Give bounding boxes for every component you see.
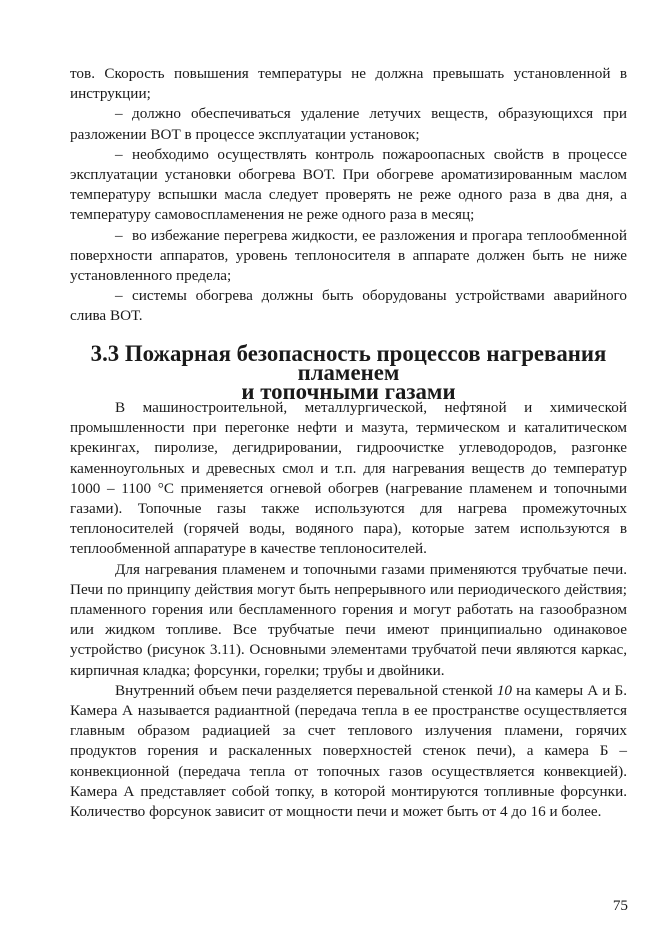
list-item-text: тов. Скорость повышения температуры не должна превышать установленной в инструкции;: [70, 65, 627, 103]
list-item-text: должно обеспечиваться удаление летучих веществ, образующихся при разложении ВОТ в процессе эксплуатации установок;: [70, 105, 627, 143]
list-item-text: системы обогрева должны быть оборудованы устройствами аварийного слива ВОТ.: [70, 287, 627, 325]
list-item: [70, 145, 627, 226]
list-dash: –: [115, 226, 123, 244]
list-item-text: необходимо осуществлять контроль пожароопасных свойств в процессе эксплуатации установки обогрева ВОТ. При обогреве ароматизированным маслом температуру вспышки масла следует проверять не реже одного раза в два дня, а температуру самовоспламенения не реже одного раза в месяц;: [70, 145, 627, 224]
list-item: [70, 226, 627, 287]
figure-ref-number: 10: [496, 681, 513, 699]
paragraph-1: В машиностроительной, металлургической, нефтяной и химической промышленности при перегонке нефти и мазута, термическом и каталитическом крекингах, пиролизе, дегидрировании, гидроочистке углеводородов, разгонке каменноугольных и древесных смол и т.п. для нагревания веществ до температур 1000 – 1100 °С применяется огневой обогрев (нагревание пламенем и топочными газами). Топочные газы также используются для нагрева промежуточных теплоносителей (горячей воды, водяного пара), которые затем используются в теплообменной аппаратуре в качестве теплоносителей.: [70, 399, 627, 558]
list-dash: –: [115, 105, 123, 123]
section-heading-line1: 3.3 Пожарная безопасность процессов нагревания пламенем: [90, 341, 607, 385]
paragraph-2: Для нагревания пламенем и топочными газами применяются трубчатые печи. Печи по принципу действия могут быть непрерывного или периодического действия; пламенного горения или беспламенного горения и могут работать на газообразном или жидком топливе. Все трубчатые печи имеют принципиально одинаковое устройство (рисунок 3.11). Основными элементами трубчатой печи являются каркас, кирпичная кладка; форсунки, горелки; трубы и двойники.: [70, 560, 627, 679]
section-heading-line2: и топочными газами: [241, 379, 456, 404]
list-dash: –: [115, 287, 123, 305]
page-number: 75: [612, 897, 628, 914]
requirements-list: [70, 64, 627, 327]
list-item: [70, 104, 627, 144]
list-item-text: во избежание перегрева жидкости, ее разложения и прогара теплообменной поверхности аппаратов, уровень теплоносителя в аппарате должен быть не ниже установленного предела;: [70, 226, 627, 285]
paragraph-3-text: Внутренний объем печи разделяется перевальной стенкой: [115, 681, 497, 699]
list-item: [70, 286, 627, 326]
paragraph-3: [70, 681, 627, 822]
section-body: [70, 398, 627, 822]
section-heading: [70, 341, 627, 404]
paragraph-3-text: на камеры А и Б. Камера А называется радиантной (передача тепла в ее пространстве осуществляется главным образом радиацией за счет теплового излучения пламени, горячих продуктов горения и раскаленных поверхностей стенок печи), а камера Б – конвекционной (передача тепла от топочных газов осуществляется конвекцией). Камера А представляет собой топку, в которой монтируются топливные форсунки. Количество форсунок зависит от мощности печи и может быть от 4 до 16 и более.: [70, 681, 627, 821]
list-item: [70, 64, 627, 104]
list-dash: –: [115, 145, 123, 163]
